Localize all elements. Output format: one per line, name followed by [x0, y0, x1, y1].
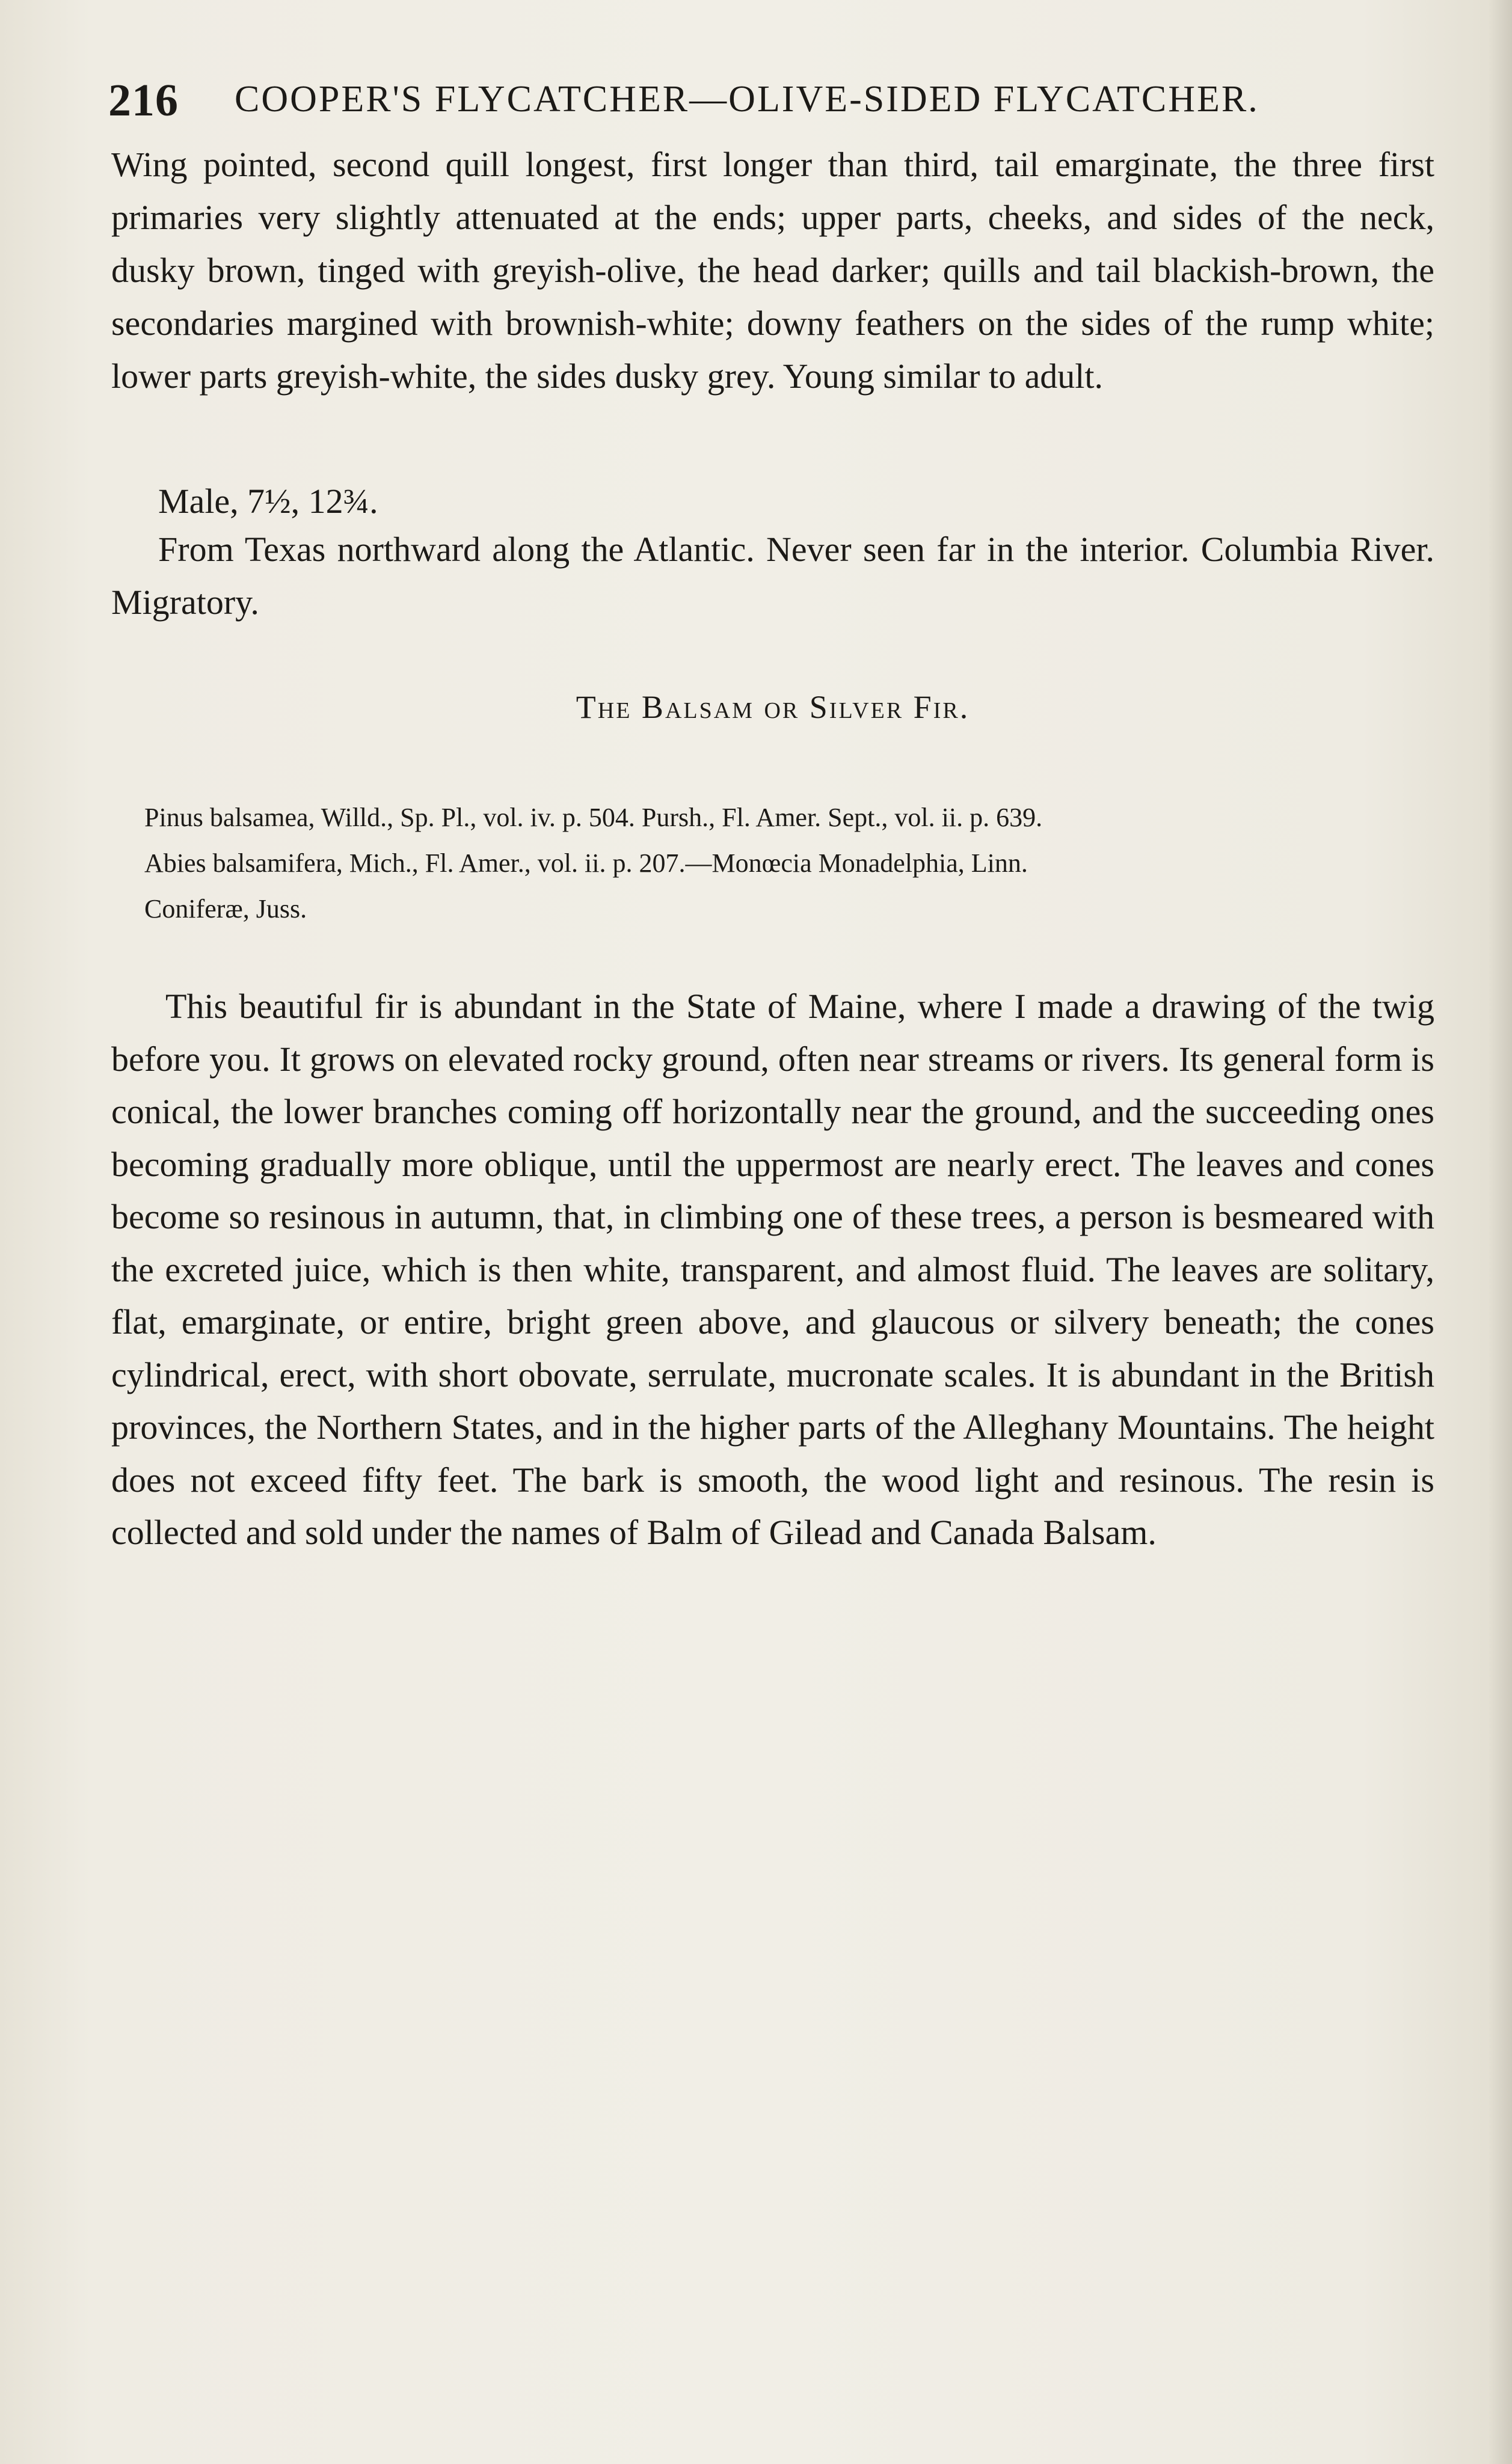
page-gutter-shadow — [1488, 0, 1512, 2464]
flycatcher-description: Wing pointed, second quill longest, first longer than third, tail emarginate, the three first primaries very slightly attenuated at the ends; upper parts, cheeks, and sides of the neck, dusky brown, tinged with greyish-olive, the head darker; quills and tail blackish-brown, the secondaries margined with brownish-white; downy feathers on the sides of the rump white; lower parts greyish-white, the sides dusky grey. Young similar to adult. — [111, 145, 1434, 396]
running-title: COOPER'S FLYCATCHER—OLIVE-SIDED FLYCATCHER. — [235, 79, 1259, 120]
page-header — [108, 66, 1437, 132]
flycatcher-range: From Texas northward along the Atlantic. Never seen far in the interior. Columbia River. Migratory. — [111, 530, 1434, 622]
plant-synonym-line-2: Abies balsamifera, Mich., Fl. Amer., vol. ii. p. 207.—Monœcia Monadelphia, Linn. — [144, 848, 1028, 878]
flycatcher-measurements: Male, 7½, 12¾. — [158, 482, 378, 521]
plant-heading: The Balsam or Silver Fir. — [576, 689, 970, 725]
page-number: 216 — [108, 75, 179, 126]
plant-synonym-line-3: Coniferæ, Juss. — [144, 894, 307, 924]
plant-synonym-line-1: Pinus balsamea, Willd., Sp. Pl., vol. iv. p. 504. Pursh., Fl. Amer. Sept., vol. ii. p. 639. — [144, 803, 1043, 832]
plant-description: This beautiful fir is abundant in the State of Maine, where I made a drawing of the twig before you. It grows on elevated rocky ground, often near streams or rivers. Its general form is conical, the lower branches coming off horizontally near the ground, and the succeeding ones becoming gradually more oblique, until the uppermost are nearly erect. The leaves and cones become so resinous in autumn, that, in climbing one of these trees, a person is besmeared with the excreted juice, which is then white, transparent, and almost fluid. The leaves are solitary, flat, emarginate, or entire, bright green above, and glaucous or silvery beneath; the cones cylindrical, erect, with short obovate, serrulate, mucronate scales. It is abundant in the British provinces, the Northern States, and in the higher parts of the Alleghany Mountains. The height does not exceed fifty feet. The bark is smooth, the wood light and resinous. The resin is collected and sold under the names of Balm of Gilead and Canada Balsam. — [111, 987, 1434, 1552]
